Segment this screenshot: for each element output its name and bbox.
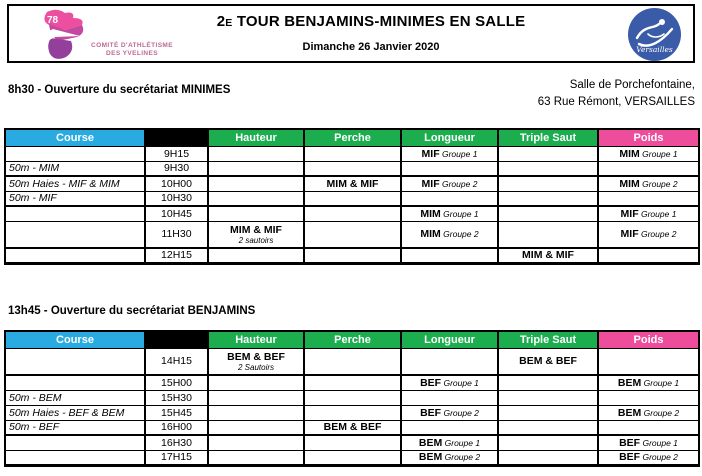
event-cell-perche [304, 390, 401, 405]
time-cell: 10H45 [145, 206, 208, 221]
event-cell-longueur [401, 450, 498, 465]
event-cell-hauteur [208, 161, 304, 176]
time-column-header [145, 129, 208, 146]
event-category: MIM & MIF [230, 223, 282, 236]
event-cell-triple-saut [498, 420, 598, 435]
event-cell-perche [304, 348, 401, 375]
title-text: TOUR BENJAMINS-MINIMES EN SALLE [232, 13, 526, 30]
event-cell-perche [304, 146, 401, 161]
event-category: BEM [418, 451, 443, 463]
column-header-triple-saut: Triple Saut [498, 129, 598, 146]
event-cell-poids [598, 248, 699, 263]
course-cell: 50m - MIM [5, 161, 145, 176]
event-cell-longueur [401, 390, 498, 405]
column-header-poids: Poids [598, 129, 699, 146]
event-category: MIM & MIF [326, 177, 379, 190]
course-cell [5, 435, 145, 450]
event-category: MIM [420, 228, 441, 241]
schedule-row [5, 450, 699, 465]
schedule-row [5, 420, 699, 435]
time-column-header [145, 331, 208, 348]
event-cell-poids [598, 161, 699, 176]
event-group-note: Groupe 1 [639, 148, 678, 159]
course-cell [5, 221, 145, 248]
venue-address [538, 77, 695, 111]
column-header-poids: Poids [598, 331, 699, 348]
yvelines-committee-logo [25, 8, 175, 62]
event-cell-hauteur [208, 390, 304, 405]
course-cell [5, 375, 145, 390]
event-cell-triple-saut [498, 435, 598, 450]
time-cell: 16H00 [145, 420, 208, 435]
event-sub-note: 2 sautoirs [238, 235, 274, 245]
event-group-note: Groupe 2 [639, 178, 678, 189]
event-cell-perche [304, 221, 401, 248]
event-cell-longueur [401, 221, 498, 248]
event-category: BEM [418, 436, 443, 449]
venue-line2: 63 Rue Rémont, VERSAILLES [537, 96, 695, 108]
event-category: BEM & BEF [227, 350, 285, 363]
time-cell: 10H00 [145, 176, 208, 191]
benjamins-opening-text: 13h45 - Ouverture du secrétariat BENJAMINS [8, 305, 256, 317]
schedule-row [5, 206, 699, 221]
time-cell: 15H45 [145, 405, 208, 420]
event-cell-triple-saut [498, 176, 598, 191]
event-category: BEM & BEF [519, 355, 577, 368]
time-cell: 11H30 [145, 221, 208, 248]
event-cell-triple-saut [498, 191, 598, 206]
event-group-note: Groupe 2 [442, 452, 481, 462]
column-header-course: Course [5, 129, 145, 146]
event-group-note: Groupe 1 [441, 377, 479, 388]
event-cell-poids [598, 390, 699, 405]
versailles-club-logo [628, 8, 681, 61]
event-group-note: Groupe 2 [441, 407, 479, 418]
event-cell-triple-saut [498, 450, 598, 465]
column-header-longueur: Longueur [401, 129, 498, 146]
event-cell-perche [304, 435, 401, 450]
schedule-row [5, 348, 699, 375]
course-cell [5, 348, 145, 375]
event-cell-perche [304, 176, 401, 191]
event-date: Dimanche 26 Janvier 2020 [302, 41, 440, 53]
time-cell: 9H30 [145, 161, 208, 176]
event-group-note: Groupe 1 [641, 377, 680, 388]
column-header-triple-saut: Triple Saut [498, 331, 598, 348]
event-category: MIF [620, 207, 639, 220]
schedule-row [5, 375, 699, 390]
time-cell: 9H15 [145, 146, 208, 161]
schedule-row [5, 176, 699, 191]
yvelines-map-icon [25, 9, 91, 63]
event-cell-perche [304, 420, 401, 435]
event-group-note: Groupe 1 [640, 437, 678, 448]
event-cell-poids [598, 176, 699, 191]
event-category: MIM [420, 207, 441, 220]
column-header-perche: Perche [304, 331, 401, 348]
event-group-note: Groupe 2 [439, 178, 478, 189]
header-center [169, 13, 573, 53]
event-cell-perche [304, 405, 401, 420]
column-header-hauteur: Hauteur [208, 129, 304, 146]
event-cell-triple-saut [498, 348, 598, 375]
event-group-note: Groupe 2 [638, 229, 677, 240]
event-cell-hauteur [208, 146, 304, 161]
event-cell-poids [598, 348, 699, 375]
event-cell-longueur [401, 405, 498, 420]
course-cell: 50m - BEM [5, 390, 145, 405]
event-category: MIF [421, 177, 440, 190]
schedule-row [5, 390, 699, 405]
event-cell-poids [598, 450, 699, 465]
event-cell-triple-saut [498, 390, 598, 405]
event-category: MIF [421, 147, 440, 160]
event-cell-hauteur [208, 405, 304, 420]
event-cell-longueur [401, 191, 498, 206]
event-group-note: Groupe 2 [440, 229, 479, 240]
event-cell-longueur [401, 248, 498, 263]
venue-line1: Salle de Porchefontaine, [569, 79, 695, 91]
event-cell-longueur [401, 375, 498, 390]
time-cell: 16H30 [145, 435, 208, 450]
header-banner [7, 4, 695, 63]
event-cell-triple-saut [498, 248, 598, 263]
course-cell [5, 450, 145, 465]
event-cell-poids [598, 146, 699, 161]
event-category: BEF [619, 451, 641, 463]
event-cell-longueur [401, 435, 498, 450]
event-cell-poids [598, 206, 699, 221]
event-category: BEF [420, 376, 442, 389]
event-cell-perche [304, 450, 401, 465]
event-cell-triple-saut [498, 405, 598, 420]
time-cell: 12H15 [145, 248, 208, 263]
event-cell-perche [304, 191, 401, 206]
schedule-row [5, 146, 699, 161]
event-cell-triple-saut [498, 206, 598, 221]
header-row [5, 331, 699, 348]
versailles-label: Versailles [636, 45, 673, 54]
title-ordinal: E [225, 17, 233, 29]
event-cell-longueur [401, 420, 498, 435]
event-category: MIM [619, 177, 640, 190]
event-cell-triple-saut [498, 375, 598, 390]
schedule-row [5, 191, 699, 206]
title-number: 2 [216, 13, 226, 30]
event-cell-longueur [401, 146, 498, 161]
committee-caption [89, 42, 175, 58]
event-category: MIM [619, 147, 640, 160]
column-header-longueur: Longueur [401, 331, 498, 348]
event-cell-perche [304, 375, 401, 390]
course-cell [5, 206, 145, 221]
column-header-course: Course [5, 331, 145, 348]
event-category: BEF [420, 406, 442, 419]
time-cell: 14H15 [145, 348, 208, 375]
event-cell-perche [304, 206, 401, 221]
event-cell-poids [598, 420, 699, 435]
event-group-note: Groupe 1 [439, 148, 478, 159]
page-title [169, 13, 573, 30]
event-group-note: Groupe 1 [638, 208, 677, 219]
course-cell [5, 248, 145, 263]
committee-caption-line2: DES YVELINES [105, 50, 158, 57]
event-category: BEM [617, 406, 642, 419]
event-category: MIM & MIF [522, 249, 574, 262]
event-cell-poids [598, 405, 699, 420]
event-cell-hauteur [208, 221, 304, 248]
schedule-row [5, 221, 699, 248]
course-cell: 50m - MIF [5, 191, 145, 206]
event-cell-perche [304, 248, 401, 263]
event-group-note: Groupe 2 [640, 452, 678, 462]
header-row [5, 129, 699, 146]
event-cell-hauteur [208, 348, 304, 375]
event-category: BEM [617, 376, 642, 389]
schedule-row [5, 248, 699, 263]
course-cell: 50m Haies - BEF & BEM [5, 405, 145, 420]
committee-caption-line1: COMITÉ D'ATHLÉTISME [91, 42, 173, 49]
event-cell-poids [598, 375, 699, 390]
event-cell-triple-saut [498, 221, 598, 248]
event-category: BEM & BEF [323, 421, 382, 434]
event-sub-note: 2 Sautoirs [237, 362, 275, 372]
event-cell-longueur [401, 161, 498, 176]
schedule-row [5, 435, 699, 450]
event-cell-hauteur [208, 206, 304, 221]
event-cell-poids [598, 191, 699, 206]
event-cell-triple-saut [498, 161, 598, 176]
event-cell-perche [304, 161, 401, 176]
time-cell: 15H30 [145, 390, 208, 405]
course-cell: 50m - BEF [5, 420, 145, 435]
course-cell [5, 146, 145, 161]
column-header-hauteur: Hauteur [208, 331, 304, 348]
time-cell: 17H15 [145, 450, 208, 465]
minimes-opening-text: 8h30 - Ouverture du secrétariat MINIMES [8, 84, 231, 96]
event-category: BEF [619, 436, 641, 449]
schedule-row [5, 405, 699, 420]
event-cell-hauteur [208, 248, 304, 263]
event-group-note: Groupe 1 [442, 437, 481, 448]
schedule-row [5, 161, 699, 176]
event-cell-hauteur [208, 450, 304, 465]
course-cell: 50m Haies - MIF & MIM [5, 176, 145, 191]
event-cell-longueur [401, 206, 498, 221]
event-group-note: Groupe 2 [641, 407, 680, 418]
event-cell-poids [598, 221, 699, 248]
event-cell-triple-saut [498, 146, 598, 161]
dept-number: 78 [47, 15, 59, 26]
event-cell-hauteur [208, 435, 304, 450]
event-cell-hauteur [208, 176, 304, 191]
event-cell-hauteur [208, 191, 304, 206]
event-cell-hauteur [208, 375, 304, 390]
event-cell-hauteur [208, 420, 304, 435]
event-cell-poids [598, 435, 699, 450]
event-cell-longueur [401, 348, 498, 375]
minimes-schedule-table [4, 128, 700, 265]
event-category: MIF [620, 228, 639, 241]
event-group-note: Groupe 1 [440, 208, 479, 219]
column-header-perche: Perche [304, 129, 401, 146]
time-cell: 15H00 [145, 375, 208, 390]
event-cell-longueur [401, 176, 498, 191]
time-cell: 10H30 [145, 191, 208, 206]
benjamins-schedule-table [4, 330, 700, 467]
